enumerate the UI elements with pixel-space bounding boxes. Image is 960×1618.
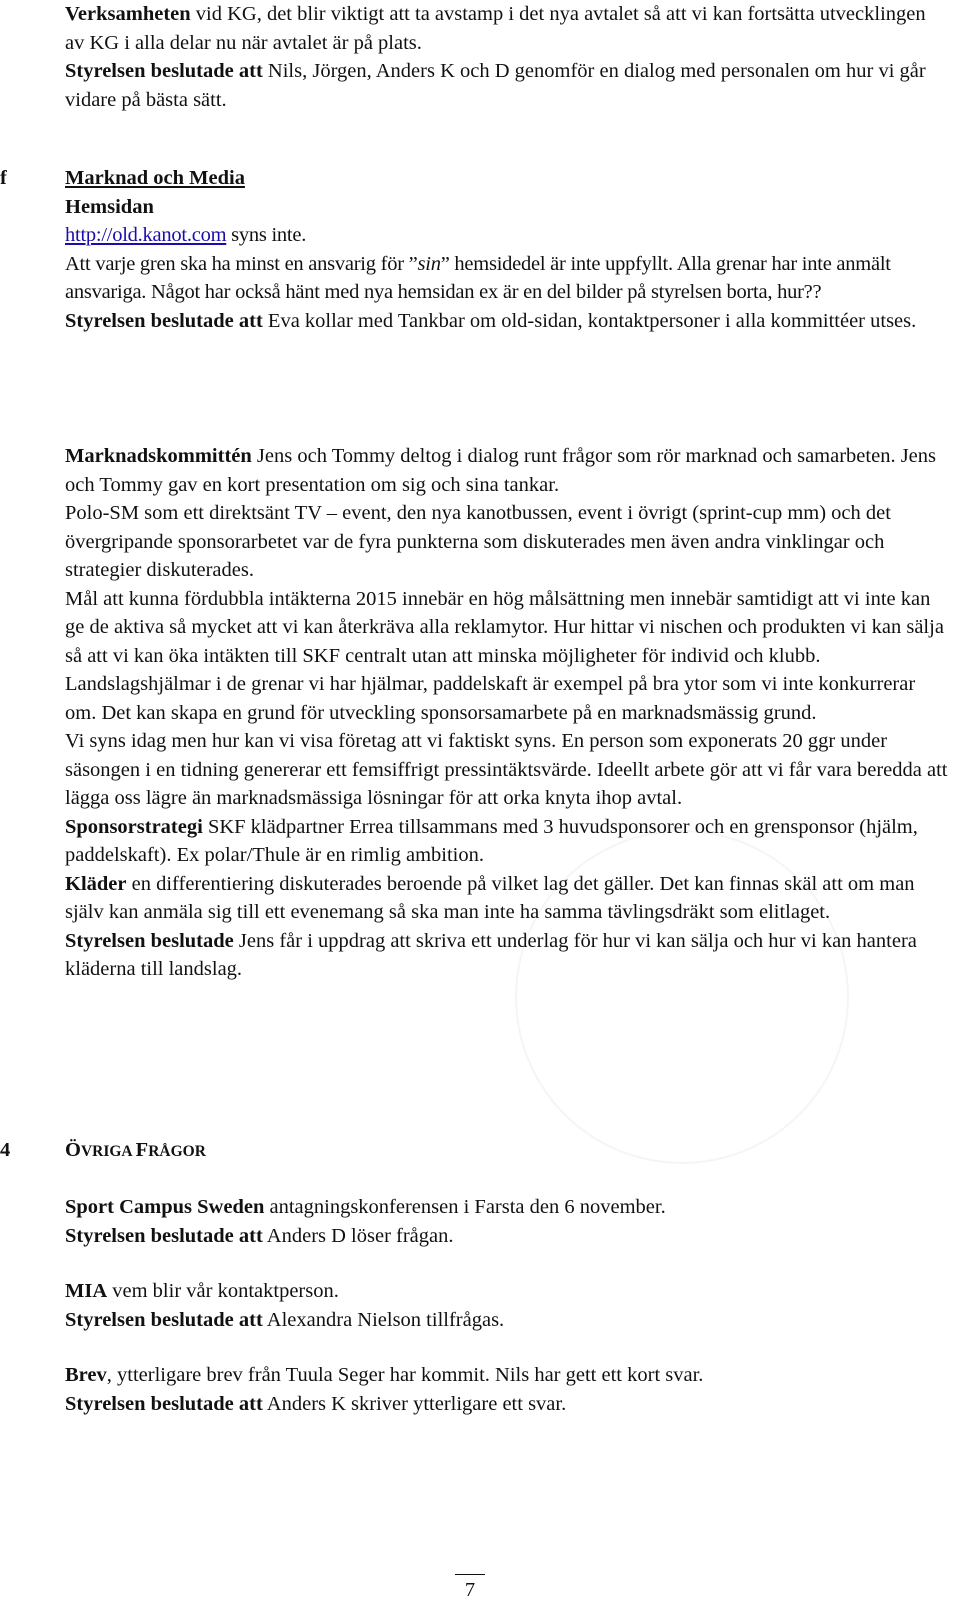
intro-paragraph — [65, 0, 949, 57]
hemsida-decision — [65, 307, 949, 336]
section-marker: f — [0, 167, 7, 189]
marknad-block — [65, 442, 949, 984]
intro-decision — [65, 57, 949, 114]
section-subtitle: Hemsidan — [65, 195, 154, 218]
marknad-paragraph — [65, 670, 949, 727]
text-run: Anders K skriver ytterligare ett svar. — [262, 1392, 567, 1415]
bold-lead: Kläder — [65, 872, 127, 895]
section-f — [65, 164, 949, 335]
italic-text: sin — [417, 252, 441, 275]
bold-lead: Sponsorstrategi — [65, 815, 203, 838]
section-heading — [65, 1136, 949, 1167]
text-run: Nils, Jörgen, Anders K och D genomför en dialog med personalen om hur vi går vidare på bästa sätt. — [65, 60, 926, 111]
hemsida-paragraph — [65, 250, 949, 307]
marknad-paragraph — [65, 499, 949, 585]
bold-lead: Sport Campus Sweden — [65, 1196, 265, 1218]
question-decision — [65, 1306, 949, 1335]
question-group — [65, 1361, 949, 1418]
bold-lead: Styrelsen beslutade att — [65, 1392, 263, 1415]
text-run: SKF klädpartner Errea tillsammans med 3 huvudsponsorer och en grensponsor (hjälm, paddelskaft). Ex polar/Thule är en rimlig ambition. — [65, 815, 918, 866]
intro-block — [65, 0, 949, 114]
text-run: Anders D löser frågan. — [262, 1224, 454, 1247]
marknad-decision — [65, 927, 949, 984]
question-text — [65, 1277, 949, 1306]
text-run: ” hemsidedel är inte uppfyllt. Alla grenar har inte anmält ansvariga. Något har också hänt med nya hemsidan ex är en del bilder på styrelsen borta, hur?? — [65, 252, 891, 303]
marknad-paragraph — [65, 585, 949, 671]
page-number: 7 — [464, 1579, 476, 1601]
text-run: antagningskonferensen i Farsta den 6 november. — [264, 1196, 666, 1218]
text-run: Jens får i uppdrag att skriva ett underlag för hur vi kan sälja och hur vi kan hantera kläderna till landslag. — [65, 929, 917, 980]
link-line-text: syns inte. — [226, 224, 307, 246]
section-title: Marknad och Media — [65, 167, 245, 189]
marknad-paragraph — [65, 442, 949, 499]
bold-lead: Marknadskommittén — [65, 445, 252, 467]
heading-part: F — [135, 1139, 149, 1161]
section-number: 4 — [0, 1139, 11, 1161]
question-group — [65, 1193, 949, 1250]
text-run: Landslagshjälmar i de grenar vi har hjälmar, paddelskaft är exempel på bra ytor som vi inte konkurrerar om. Det kan skapa en grund för utveckling sponsorsamarbete på en marknadsmässig grund. — [65, 673, 916, 724]
bold-lead: Styrelsen beslutade att — [65, 60, 263, 82]
bold-lead: Verksamheten — [65, 3, 191, 25]
page-number-rule — [455, 1574, 485, 1575]
link-line — [65, 221, 949, 250]
text-run: vid KG, det blir viktigt att ta avstamp i det nya avtalet så att vi kan fortsätta utvecklingen av KG i alla delar nu när avtalet är på plats. — [65, 3, 926, 54]
text-run: Mål att kunna fördubbla intäkterna 2015 innebär en hög målsättning men innebär samtidigt att vi inte kan ge de aktiva så mycket att vi kan återkräva alla reklamytor. Hur hittar vi nischen och produkten vi kan sälja så att vi kan öka intäkten till SKF centralt utan att minska möjligheter för individ och klubb. — [65, 587, 944, 667]
question-decision — [65, 1390, 949, 1419]
bold-lead: MIA — [65, 1280, 108, 1302]
question-decision — [65, 1222, 949, 1251]
text-run: Att varje gren ska ha minst en ansvarig för ” — [65, 252, 418, 275]
text-run: Vi syns idag men hur kan vi visa företag att vi faktiskt syns. En person som exponerats 20 ggr under säsongen i en tidning genererar ett femsiffrigt pressintäktsvärde. Ideellt arbete gör att vi får vara beredda att lägga oss lägre än marknadsmässiga lösningar för att orka knyta ihop avtal. — [65, 730, 948, 809]
text-run: en differentiering diskuterades beroende på vilket lag det gäller. Det kan finnas skäl att om man själv kan anmäla sig till ett evenemang så ska man inte ha samma tävlingsdräkt som elitlaget. — [65, 872, 915, 923]
marknad-paragraph — [65, 813, 949, 870]
bold-lead: Brev — [65, 1364, 107, 1386]
text-run: vem blir vår kontaktperson. — [107, 1280, 339, 1302]
text-run: Alexandra Nielson tillfrågas. — [262, 1308, 505, 1331]
bold-lead: Styrelsen beslutade att — [65, 309, 263, 332]
text-run: Polo-SM som ett direktsänt TV – event, den nya kanotbussen, event i övrigt (sprint-cup mm) och det övergripande sponsorarbetet var de fyra punkterna som diskuterades men även andra vinklingar och strategier diskuterades. — [65, 502, 891, 581]
text-run: , ytterligare brev från Tuula Seger har kommit. Nils har gett ett kort svar. — [106, 1364, 704, 1386]
question-text — [65, 1193, 949, 1222]
bold-lead: Styrelsen beslutade — [65, 929, 234, 952]
question-group — [65, 1277, 949, 1334]
heading-part: Ö — [65, 1139, 81, 1161]
marknad-paragraph — [65, 870, 949, 927]
bold-lead: Styrelsen beslutade att — [65, 1308, 263, 1331]
heading-part: RÅGOR — [148, 1143, 206, 1160]
question-text — [65, 1361, 949, 1390]
heading-part: VRIGA — [80, 1143, 136, 1160]
text-run: Eva kollar med Tankbar om old-sidan, kontaktpersoner i alla kommittéer utses. — [262, 309, 917, 332]
bold-lead: Styrelsen beslutade att — [65, 1224, 263, 1247]
text-run: Jens och Tommy deltog i dialog runt frågor som rör marknad och samarbeten. Jens och Tommy gav en kort presentation om sig och sina tankar. — [65, 445, 937, 496]
marknad-paragraph — [65, 727, 949, 813]
website-link[interactable]: http://old.kanot.com — [65, 224, 227, 246]
